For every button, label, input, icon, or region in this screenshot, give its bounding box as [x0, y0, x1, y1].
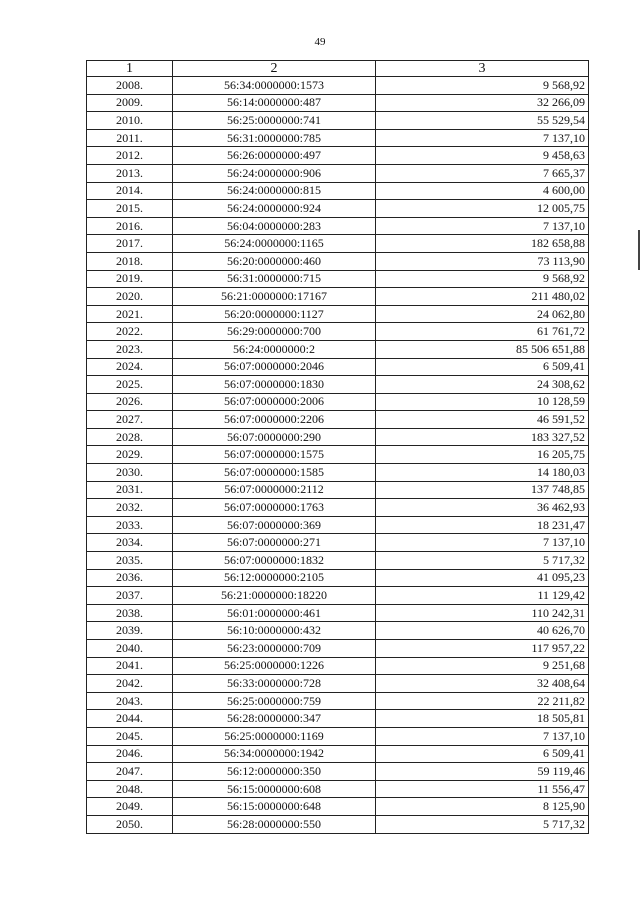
row-number-cell: 2044.: [87, 710, 173, 728]
amount-cell: 9 568,92: [376, 270, 589, 288]
row-number-cell: 2019.: [87, 270, 173, 288]
amount-cell: 32 408,64: [376, 675, 589, 693]
table-row: [87, 358, 589, 376]
cadastral-number-cell: 56:28:0000000:550: [173, 815, 376, 833]
cadastral-number-cell: 56:07:0000000:1585: [173, 464, 376, 482]
amount-cell: 137 748,85: [376, 481, 589, 499]
table-row: [87, 411, 589, 429]
row-number-cell: 2021.: [87, 305, 173, 323]
row-number-cell: 2020.: [87, 288, 173, 306]
cadastral-number-cell: 56:07:0000000:290: [173, 428, 376, 446]
amount-cell: 182 658,88: [376, 235, 589, 253]
table-row: [87, 745, 589, 763]
amount-cell: 7 137,10: [376, 129, 589, 147]
amount-cell: 46 591,52: [376, 411, 589, 429]
table-row: [87, 323, 589, 341]
row-number-cell: 2046.: [87, 745, 173, 763]
row-number-cell: 2049.: [87, 798, 173, 816]
cadastral-number-cell: 56:21:0000000:17167: [173, 288, 376, 306]
amount-cell: 9 458,63: [376, 147, 589, 165]
cadastral-number-cell: 56:24:0000000:924: [173, 200, 376, 218]
table-row: [87, 587, 589, 605]
table-row: [87, 305, 589, 323]
amount-cell: 7 665,37: [376, 164, 589, 182]
row-number-cell: 2015.: [87, 200, 173, 218]
table-row: [87, 164, 589, 182]
table-row: [87, 428, 589, 446]
cadastral-number-cell: 56:25:0000000:741: [173, 112, 376, 130]
cadastral-number-cell: 56:29:0000000:700: [173, 323, 376, 341]
cadastral-number-cell: 56:15:0000000:608: [173, 780, 376, 798]
table-row: [87, 200, 589, 218]
amount-cell: 24 062,80: [376, 305, 589, 323]
table-row: [87, 569, 589, 587]
amount-cell: 14 180,03: [376, 464, 589, 482]
table-row: [87, 534, 589, 552]
cadastral-number-cell: 56:07:0000000:1763: [173, 499, 376, 517]
table-row: [87, 657, 589, 675]
amount-cell: 7 137,10: [376, 727, 589, 745]
cadastral-number-cell: 56:20:0000000:1127: [173, 305, 376, 323]
row-number-cell: 2027.: [87, 411, 173, 429]
row-number-cell: 2048.: [87, 780, 173, 798]
row-number-cell: 2013.: [87, 164, 173, 182]
cadastral-number-cell: 56:14:0000000:487: [173, 94, 376, 112]
amount-cell: 12 005,75: [376, 200, 589, 218]
amount-cell: 24 308,62: [376, 376, 589, 394]
table-row: [87, 94, 589, 112]
table-row: [87, 393, 589, 411]
table-row: [87, 235, 589, 253]
row-number-cell: 2047.: [87, 763, 173, 781]
amount-cell: 41 095,23: [376, 569, 589, 587]
row-number-cell: 2031.: [87, 481, 173, 499]
table-row: [87, 815, 589, 833]
table-row: [87, 376, 589, 394]
table-row: [87, 727, 589, 745]
row-number-cell: 2009.: [87, 94, 173, 112]
amount-cell: 11 556,47: [376, 780, 589, 798]
row-number-cell: 2036.: [87, 569, 173, 587]
column-header-1: 1: [87, 61, 173, 77]
cadastral-number-cell: 56:20:0000000:460: [173, 252, 376, 270]
table-row: [87, 129, 589, 147]
table-row: [87, 481, 589, 499]
cadastral-number-cell: 56:12:0000000:2105: [173, 569, 376, 587]
row-number-cell: 2037.: [87, 587, 173, 605]
amount-cell: 32 266,09: [376, 94, 589, 112]
cadastral-number-cell: 56:24:0000000:1165: [173, 235, 376, 253]
cadastral-number-cell: 56:34:0000000:1942: [173, 745, 376, 763]
table-row: [87, 552, 589, 570]
row-number-cell: 2018.: [87, 252, 173, 270]
amount-cell: 7 137,10: [376, 217, 589, 235]
row-number-cell: 2011.: [87, 129, 173, 147]
cadastral-number-cell: 56:23:0000000:709: [173, 640, 376, 658]
row-number-cell: 2025.: [87, 376, 173, 394]
table-row: [87, 147, 589, 165]
cadastral-number-cell: 56:07:0000000:2206: [173, 411, 376, 429]
row-number-cell: 2033.: [87, 516, 173, 534]
amount-cell: 183 327,52: [376, 428, 589, 446]
amount-cell: 5 717,32: [376, 815, 589, 833]
table-row: [87, 516, 589, 534]
amount-cell: 11 129,42: [376, 587, 589, 605]
row-number-cell: 2010.: [87, 112, 173, 130]
amount-cell: 36 462,93: [376, 499, 589, 517]
amount-cell: 211 480,02: [376, 288, 589, 306]
row-number-cell: 2012.: [87, 147, 173, 165]
column-header-2: 2: [173, 61, 376, 77]
row-number-cell: 2022.: [87, 323, 173, 341]
cadastral-number-cell: 56:07:0000000:369: [173, 516, 376, 534]
table-row: [87, 798, 589, 816]
row-number-cell: 2032.: [87, 499, 173, 517]
table-row: [87, 763, 589, 781]
amount-cell: 8 125,90: [376, 798, 589, 816]
cadastral-number-cell: 56:24:0000000:906: [173, 164, 376, 182]
row-number-cell: 2040.: [87, 640, 173, 658]
cadastral-number-cell: 56:07:0000000:1832: [173, 552, 376, 570]
row-number-cell: 2016.: [87, 217, 173, 235]
amount-cell: 110 242,31: [376, 604, 589, 622]
table-row: [87, 270, 589, 288]
row-number-cell: 2023.: [87, 340, 173, 358]
amount-cell: 16 205,75: [376, 446, 589, 464]
table-header-row: [87, 61, 589, 77]
table-row: [87, 464, 589, 482]
cadastral-number-cell: 56:07:0000000:2006: [173, 393, 376, 411]
cadastral-number-cell: 56:26:0000000:497: [173, 147, 376, 165]
table-row: [87, 640, 589, 658]
cadastral-number-cell: 56:01:0000000:461: [173, 604, 376, 622]
row-number-cell: 2017.: [87, 235, 173, 253]
amount-cell: 55 529,54: [376, 112, 589, 130]
row-number-cell: 2026.: [87, 393, 173, 411]
row-number-cell: 2043.: [87, 692, 173, 710]
amount-cell: 4 600,00: [376, 182, 589, 200]
row-number-cell: 2035.: [87, 552, 173, 570]
cadastral-number-cell: 56:07:0000000:2112: [173, 481, 376, 499]
table-row: [87, 499, 589, 517]
amount-cell: 18 505,81: [376, 710, 589, 728]
table-row: [87, 446, 589, 464]
amount-cell: 7 137,10: [376, 534, 589, 552]
table-body: [87, 77, 589, 834]
row-number-cell: 2024.: [87, 358, 173, 376]
cadastral-number-cell: 56:21:0000000:18220: [173, 587, 376, 605]
table-row: [87, 252, 589, 270]
row-number-cell: 2041.: [87, 657, 173, 675]
cadastral-number-cell: 56:07:0000000:1830: [173, 376, 376, 394]
amount-cell: 9 251,68: [376, 657, 589, 675]
row-number-cell: 2045.: [87, 727, 173, 745]
parcel-table: [86, 60, 589, 834]
row-number-cell: 2014.: [87, 182, 173, 200]
table-row: [87, 780, 589, 798]
column-header-3: 3: [376, 61, 589, 77]
row-number-cell: 2028.: [87, 428, 173, 446]
table-row: [87, 217, 589, 235]
cadastral-number-cell: 56:07:0000000:2046: [173, 358, 376, 376]
table-row: [87, 675, 589, 693]
amount-cell: 18 231,47: [376, 516, 589, 534]
cadastral-number-cell: 56:33:0000000:728: [173, 675, 376, 693]
cadastral-number-cell: 56:04:0000000:283: [173, 217, 376, 235]
cadastral-number-cell: 56:10:0000000:432: [173, 622, 376, 640]
amount-cell: 5 717,32: [376, 552, 589, 570]
cadastral-number-cell: 56:07:0000000:271: [173, 534, 376, 552]
cadastral-number-cell: 56:15:0000000:648: [173, 798, 376, 816]
amount-cell: 59 119,46: [376, 763, 589, 781]
cadastral-number-cell: 56:25:0000000:1169: [173, 727, 376, 745]
row-number-cell: 2034.: [87, 534, 173, 552]
row-number-cell: 2038.: [87, 604, 173, 622]
row-number-cell: 2042.: [87, 675, 173, 693]
row-number-cell: 2039.: [87, 622, 173, 640]
amount-cell: 6 509,41: [376, 745, 589, 763]
table-row: [87, 288, 589, 306]
table-row: [87, 340, 589, 358]
amount-cell: 22 211,82: [376, 692, 589, 710]
amount-cell: 10 128,59: [376, 393, 589, 411]
table-row: [87, 112, 589, 130]
amount-cell: 117 957,22: [376, 640, 589, 658]
cadastral-number-cell: 56:31:0000000:785: [173, 129, 376, 147]
page-number: 49: [314, 36, 326, 48]
cadastral-number-cell: 56:25:0000000:1226: [173, 657, 376, 675]
table-row: [87, 710, 589, 728]
row-number-cell: 2050.: [87, 815, 173, 833]
cadastral-number-cell: 56:07:0000000:1575: [173, 446, 376, 464]
cadastral-number-cell: 56:12:0000000:350: [173, 763, 376, 781]
cadastral-number-cell: 56:24:0000000:2: [173, 340, 376, 358]
amount-cell: 9 568,92: [376, 77, 589, 95]
cadastral-number-cell: 56:25:0000000:759: [173, 692, 376, 710]
cadastral-number-cell: 56:28:0000000:347: [173, 710, 376, 728]
cadastral-number-cell: 56:31:0000000:715: [173, 270, 376, 288]
table-row: [87, 77, 589, 95]
table-row: [87, 622, 589, 640]
amount-cell: 6 509,41: [376, 358, 589, 376]
row-number-cell: 2029.: [87, 446, 173, 464]
row-number-cell: 2030.: [87, 464, 173, 482]
amount-cell: 85 506 651,88: [376, 340, 589, 358]
amount-cell: 61 761,72: [376, 323, 589, 341]
amount-cell: 73 113,90: [376, 252, 589, 270]
table-row: [87, 604, 589, 622]
amount-cell: 40 626,70: [376, 622, 589, 640]
row-number-cell: 2008.: [87, 77, 173, 95]
table-row: [87, 182, 589, 200]
table-row: [87, 692, 589, 710]
cadastral-number-cell: 56:34:0000000:1573: [173, 77, 376, 95]
cadastral-number-cell: 56:24:0000000:815: [173, 182, 376, 200]
